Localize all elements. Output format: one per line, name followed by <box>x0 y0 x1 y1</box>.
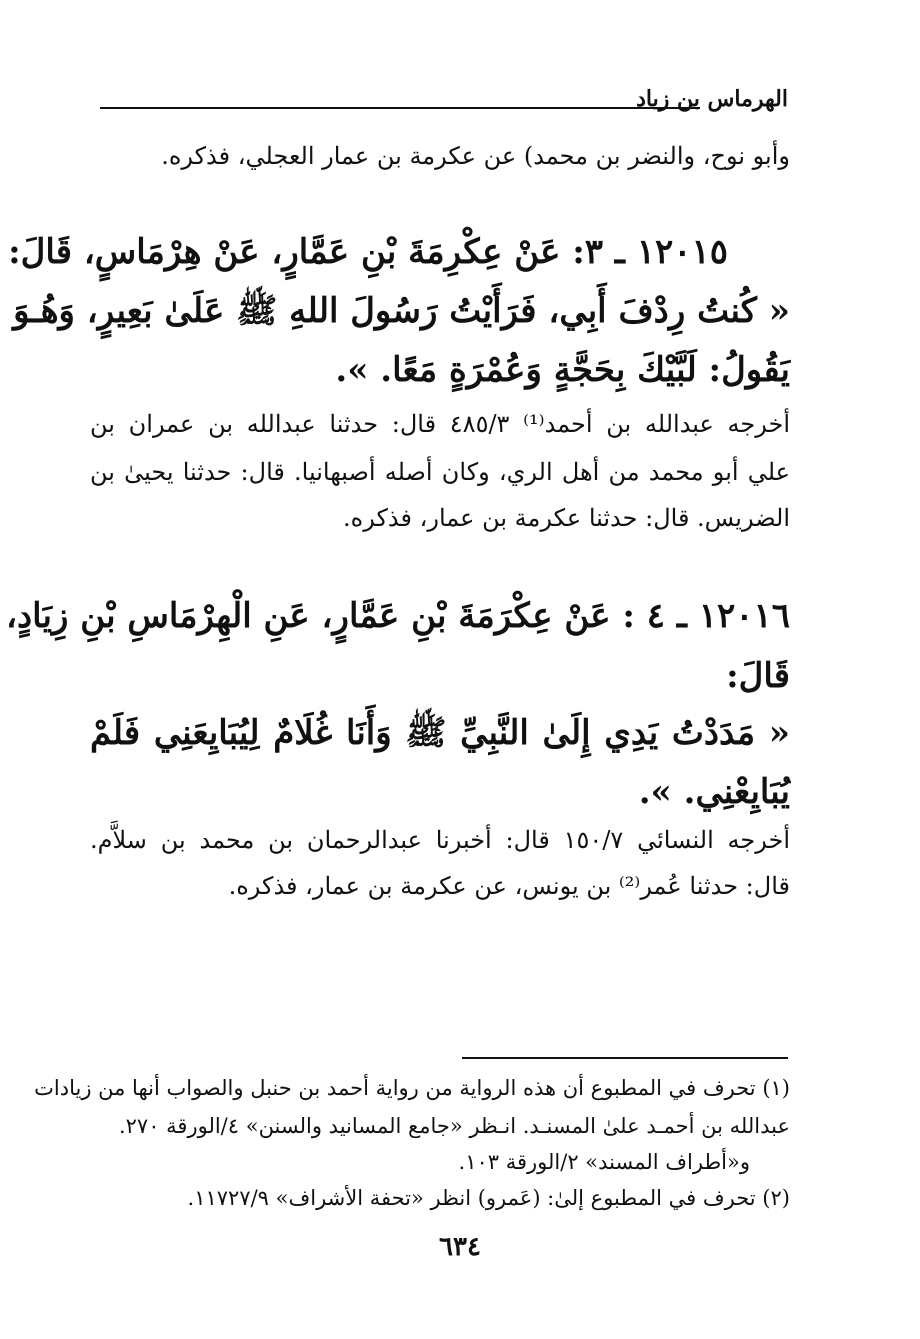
header-rule <box>100 107 700 109</box>
hadith-12015-line-1: ١٢٠١٥ ـ ٣: عَنْ عِكْرِمَةَ بْنِ عَمَّارٍ، عَنْ هِرْمَاسٍ، قَالَ: <box>8 232 728 272</box>
hadith-12015-line-3: يَقُولُ: لَبَّيْكَ بِحَجَّةٍ وَعُمْرَةٍ مَعًا. ». <box>335 350 790 390</box>
running-header-title: الهرماس بن زياد <box>636 86 788 112</box>
hadith-12015-takhrij-line-1: أخرجه عبدالله بن أحمد⁽¹⁾ ٤٨٥/٣ قال: حدثنا عبدالله بن عمران بن <box>90 410 791 438</box>
hadith-12016-line-2: قَالَ: <box>726 656 790 696</box>
hadith-12015-line-2: « كُنتُ رِدْفَ أَبِي، فَرَأَيْتُ رَسُولَ اللهِ ﷺ عَلَىٰ بَعِيرٍ، وَهُـوَ <box>13 291 790 331</box>
footnote-rule <box>462 1057 788 1059</box>
hadith-12015-takhrij-line-2: علي أبو محمد من أهل الري، وكان أصله أصبهانيا. قال: حدثنا يحيىٰ بن <box>90 458 790 486</box>
footnote-1-line-2: عبدالله بن أحمـد علىٰ المسنـد. انـظر «جامع المسانيد والسنن» ٤/الورقة ٢٧٠. <box>118 1114 790 1138</box>
hadith-12016-takhrij-line-2: قال: حدثنا عُمر⁽²⁾ بن يونس، عن عكرمة بن عمار، فذكره. <box>228 872 790 900</box>
footnote-2-line-1: (٢) تحرف في المطبوع إلىٰ: (عَمرو) انظر «تحفة الأشراف» ١١٧٢٧/٩. <box>187 1186 790 1210</box>
hadith-12016-takhrij-line-1: أخرجه النسائي ١٥٠/٧ قال: أخبرنا عبدالرحمان بن محمد بن سلاَّم. <box>90 826 790 854</box>
hadith-12015-takhrij-line-3: الضريس. قال: حدثنا عكرمة بن عمار، فذكره. <box>343 504 790 532</box>
hadith-12016-line-3: « مَدَدْتُ يَدِي إِلَىٰ النَّبِيِّ ﷺ وَأَنَا غُلَامٌ لِيُبَايِعَنِي فَلَمْ <box>90 713 790 753</box>
page-number: ٦٣٤ <box>439 1232 481 1262</box>
intro-line: وأبو نوح، والنضر بن محمد) عن عكرمة بن عمار العجلي، فذكره. <box>161 142 790 170</box>
footnote-1-line-3: و«أطراف المسند» ٢/الورقة ١٠٣. <box>458 1150 750 1174</box>
hadith-12016-line-1: ١٢٠١٦ ـ ٤ : عَنْ عِكْرَمَةَ بْنِ عَمَّارٍ، عَنِ الْهِرْمَاسِ بْنِ زِيَادٍ، <box>6 596 790 636</box>
footnote-1-line-1: (١) تحرف في المطبوع أن هذه الرواية من رواية أحمد بن حنبل والصواب أنها من زيادات <box>34 1076 790 1100</box>
hadith-12016-line-4: يُبَايِعْنِي. ». <box>638 772 790 812</box>
